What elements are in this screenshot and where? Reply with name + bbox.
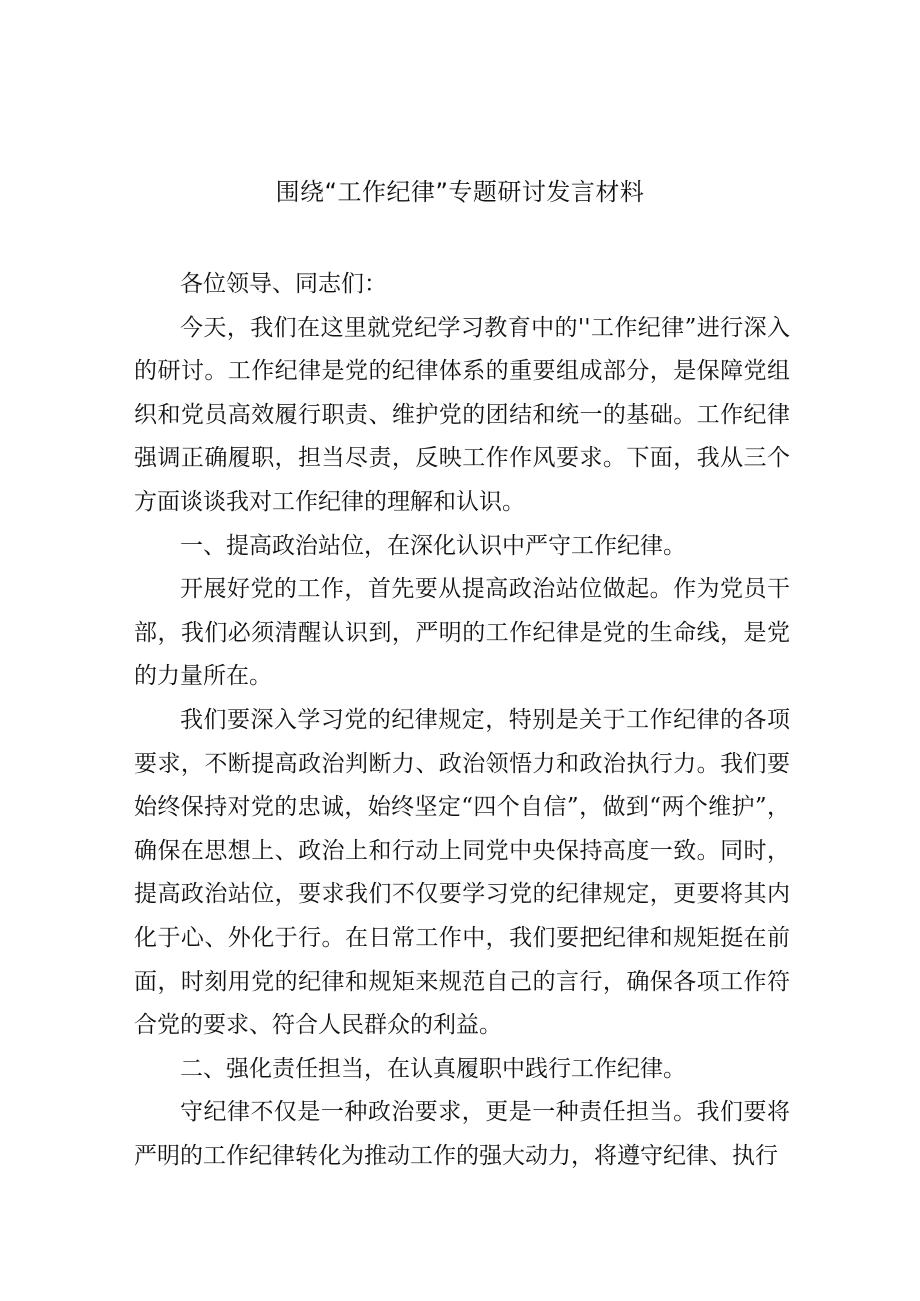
section-heading-2: 二、强化责任担当，在认真履职中践行工作纪律。 [180, 1055, 686, 1082]
body-paragraph: 我们要深入学习党的纪律规定，特别是关于工作纪律的各项要求，不断提高政治判断力、政治领悟力和政治执行力。我们要始终保持对党的忠诚，始终坚定“四个自信”，做到“两个维护”，确保在思想上、政治上和行动上同党中央保持高度一致。同时，提高政治站位，要求我们不仅要学习党的纪律规定，更要将其内化于心、外化于行。在日常工作中，我们要把纪律和规矩挺在前面，时刻用党的纪律和规矩来规范自己的言行，确保各项工作符合党的要求、符合人民群众的利益。 [134, 706, 790, 1039]
salutation: 各位领导、同志们： [180, 271, 387, 297]
document-title: 围绕“工作纪律”专题研讨发言材料 [275, 178, 645, 206]
document-body [134, 263, 790, 1178]
body-paragraph: 开展好党的工作，首先要从提高政治站位做起。作为党员干部，我们必须清醒认识到，严明的工作纪律是党的生命线，是党的力量所在。 [134, 576, 790, 690]
intro-paragraph: 今天，我们在这里就党纪学习教育中的''工作纪律”进行深入的研讨。工作纪律是党的纪律体系的重要组成部分，是保障党组织和党员高效履行职责、维护党的团结和统一的基础。工作纪律强调正确履职，担当尽责，反映工作作风要求。下面，我从三个方面谈谈我对工作纪律的理解和认识。 [134, 314, 790, 515]
section-heading-1: 一、提高政治站位，在深化认识中严守工作纪律。 [180, 532, 686, 559]
body-paragraph: 守纪律不仅是一种政治要求，更是一种责任担当。我们要将严明的工作纪律转化为推动工作的强大动力，将遵守纪律、执行 [134, 1099, 790, 1169]
